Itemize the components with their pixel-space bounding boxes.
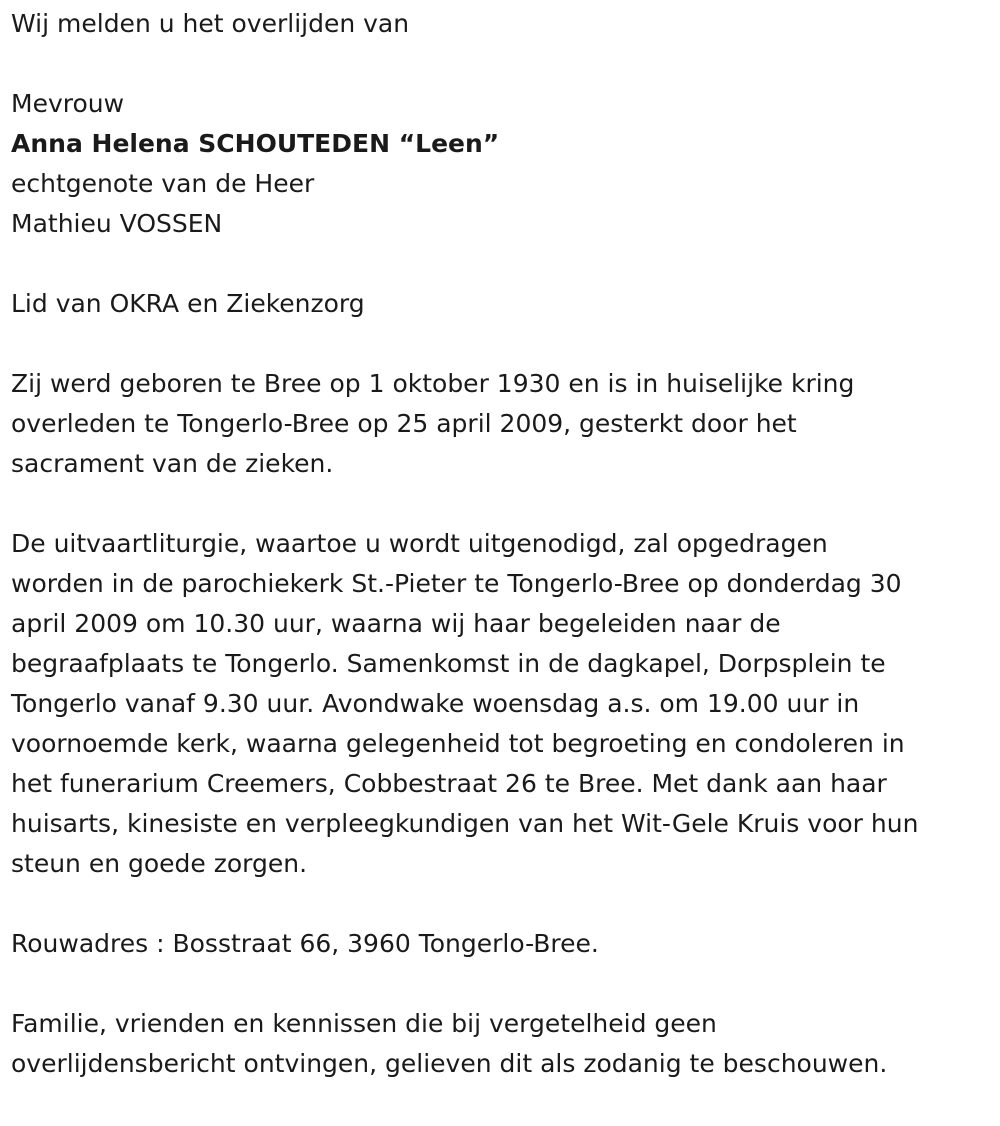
closing-paragraph	[11, 1004, 986, 1084]
spacer	[11, 244, 986, 284]
birth-paragraph	[11, 364, 986, 484]
spacer	[11, 964, 986, 1004]
paragraph-line: overlijdensbericht ontvingen, gelieven dit als zodanig te beschouwen.	[11, 1049, 888, 1078]
spacer	[11, 884, 986, 924]
paragraph-line: Zij werd geboren te Bree op 1 oktober 1930 en is in huiselijke kring	[11, 369, 855, 398]
title-line: Mevrouw	[11, 89, 125, 118]
intro-line: Wij melden u het overlijden van	[11, 9, 410, 38]
spacer	[11, 44, 986, 84]
deceased-name: Anna Helena SCHOUTEDEN “Leen”	[11, 129, 500, 158]
paragraph-line: worden in de parochiekerk St.-Pieter te Tongerlo-Bree op donderdag 30	[11, 569, 902, 598]
paragraph-line: steun en goede zorgen.	[11, 849, 308, 878]
paragraph-line: voornoemde kerk, waarna gelegenheid tot begroeting en condoleren in	[11, 729, 905, 758]
paragraph-line: sacrament van de zieken.	[11, 449, 334, 478]
spacer	[11, 324, 986, 364]
paragraph-line: overleden te Tongerlo-Bree op 25 april 2009, gesterkt door het	[11, 409, 797, 438]
paragraph-line: De uitvaartliturgie, waartoe u wordt uitgenodigd, zal opgedragen	[11, 529, 828, 558]
paragraph-line: begraafplaats te Tongerlo. Samenkomst in de dagkapel, Dorpsplein te	[11, 649, 886, 678]
obituary-notice	[11, 4, 986, 1084]
spouse-name: Mathieu VOSSEN	[11, 209, 223, 238]
paragraph-line: het funerarium Creemers, Cobbestraat 26 te Bree. Met dank aan haar	[11, 769, 887, 798]
paragraph-line: huisarts, kinesiste en verpleegkundigen van het Wit-Gele Kruis voor hun	[11, 809, 919, 838]
membership-line: Lid van OKRA en Ziekenzorg	[11, 289, 365, 318]
paragraph-line: Tongerlo vanaf 9.30 uur. Avondwake woensdag a.s. om 19.00 uur in	[11, 689, 860, 718]
paragraph-line: Familie, vrienden en kennissen die bij vergetelheid geen	[11, 1009, 717, 1038]
spacer	[11, 484, 986, 524]
paragraph-line: april 2009 om 10.30 uur, waarna wij haar begeleiden naar de	[11, 609, 781, 638]
address-line: Rouwadres : Bosstraat 66, 3960 Tongerlo-Bree.	[11, 929, 599, 958]
spouse-label: echtgenote van de Heer	[11, 169, 315, 198]
funeral-paragraph	[11, 524, 986, 884]
